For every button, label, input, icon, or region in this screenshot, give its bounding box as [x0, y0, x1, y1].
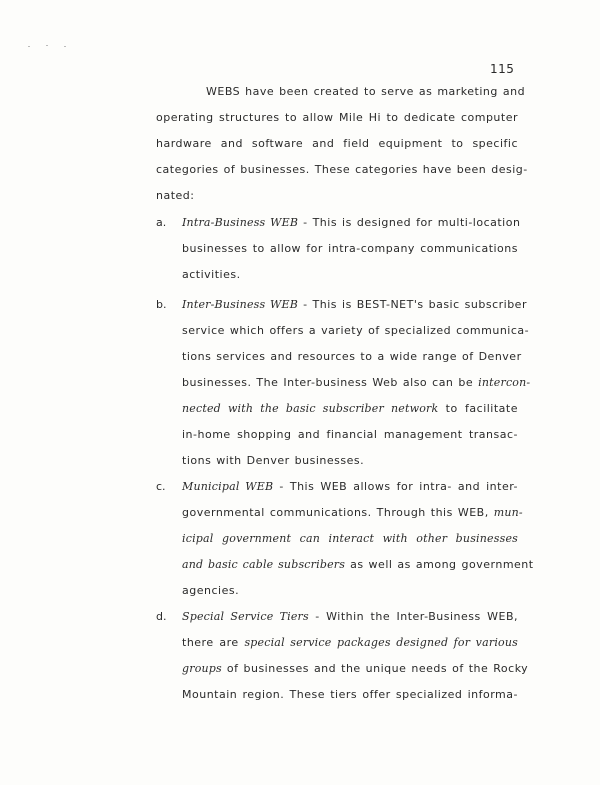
- text-run: agencies.: [182, 584, 240, 597]
- italic-text: Intra-Business WEB: [182, 216, 299, 229]
- italic-text: special service packages designed for various: [244, 636, 518, 649]
- text-run: activities.: [182, 268, 241, 281]
- intro-line: nated:: [156, 189, 195, 202]
- text-run: - Within the Inter-Business WEB,: [308, 610, 518, 623]
- text-run: service which offers a variety of specialized communica-: [182, 324, 530, 337]
- text-run: businesses. The Inter-business Web also can be: [182, 376, 479, 389]
- italic-text: groups: [182, 662, 222, 675]
- item-line: [182, 558, 534, 572]
- text-run: - This is designed for multi-location: [298, 216, 521, 229]
- text-run: Mountain region. These tiers offer specialized informa-: [182, 688, 518, 701]
- italic-text: icipal government can interact with other businesses: [182, 532, 518, 545]
- page-number: 115: [490, 62, 515, 76]
- text-run: businesses to allow for intra-company communications: [182, 242, 518, 255]
- item-line: [182, 662, 529, 676]
- item-marker: d.: [156, 610, 167, 623]
- text-run: tions services and resources to a wide range of Denver: [182, 350, 522, 363]
- item-line: [182, 402, 518, 416]
- italic-text: Special Service Tiers: [182, 610, 309, 623]
- item-line: [182, 268, 518, 282]
- item-line: [182, 428, 518, 442]
- text-run: - This WEB allows for intra- and inter-: [273, 480, 518, 493]
- item-line: [182, 350, 522, 364]
- italic-text: Inter-Business WEB: [182, 298, 299, 311]
- text-run: governmental communications. Through this WEB,: [182, 506, 494, 519]
- scan-speck: [64, 46, 66, 47]
- item-line: [182, 610, 518, 624]
- item-line: [182, 298, 527, 312]
- item-line: [182, 242, 518, 256]
- item-line: [182, 216, 521, 230]
- item-line: [182, 376, 531, 390]
- italic-text: nected with the basic subscriber network: [182, 402, 439, 415]
- italic-text: mun-: [493, 506, 523, 519]
- intro-line: categories of businesses. These categories have been desig-: [156, 163, 528, 176]
- text-run: in-home shopping and financial management transac-: [182, 428, 518, 441]
- italic-text: intercon-: [478, 376, 531, 389]
- item-line: [182, 584, 518, 598]
- text-run: of businesses and the unique needs of the Rocky: [221, 662, 529, 675]
- item-line: [182, 636, 518, 650]
- text-run: - This is BEST-NET's basic subscriber: [298, 298, 527, 311]
- item-marker: c.: [156, 480, 166, 493]
- item-marker: a.: [156, 216, 167, 229]
- item-marker: b.: [156, 298, 167, 311]
- italic-text: and basic cable subscribers: [182, 558, 346, 571]
- intro-line: operating structures to allow Mile Hi to dedicate computer: [156, 111, 518, 124]
- scan-speck: [46, 45, 48, 46]
- item-line: [182, 454, 518, 468]
- item-line: [182, 688, 518, 702]
- intro-line: hardware and software and field equipment to specific: [156, 137, 518, 150]
- item-line: [182, 532, 518, 546]
- item-line: [182, 480, 518, 494]
- scan-speck: [28, 46, 30, 47]
- intro-line: WEBS have been created to serve as marketing and: [206, 85, 526, 98]
- item-line: [182, 506, 523, 520]
- text-run: tions with Denver businesses.: [182, 454, 365, 467]
- text-run: as well as among government: [345, 558, 534, 571]
- text-run: there are: [182, 636, 245, 649]
- item-line: [182, 324, 530, 338]
- italic-text: Municipal WEB: [182, 480, 274, 493]
- text-run: to facilitate: [438, 402, 518, 415]
